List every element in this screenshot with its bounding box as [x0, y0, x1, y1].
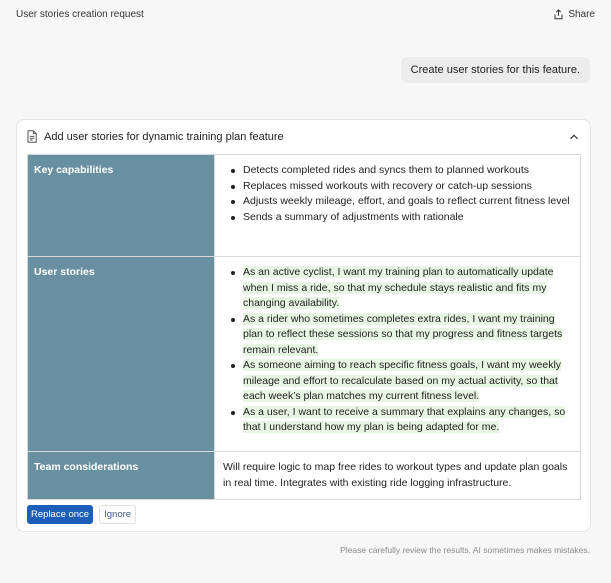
share-icon	[553, 9, 564, 20]
table-row	[28, 155, 581, 257]
list-item: Replaces missed workouts with recovery or catch-up sessions	[223, 179, 572, 195]
row-content	[215, 452, 581, 500]
list-item	[223, 312, 572, 359]
list-item: Sends a summary of adjustments with rationale	[223, 210, 572, 226]
conversation-title: User stories creation request	[16, 8, 144, 20]
row-label: Team considerations	[28, 452, 215, 500]
highlighted-story: As someone aiming to reach specific fitness goals, I want my weekly mileage and effort to recalculate based on my actual activity, so that each week’s plan matches my current fitness level.	[243, 359, 562, 402]
user-message-text: Create user stories for this feature.	[410, 64, 580, 76]
card-title: Add user stories for dynamic training plan feature	[44, 130, 284, 143]
list-item	[223, 358, 572, 405]
suggestion-card	[16, 119, 591, 532]
share-button[interactable]	[553, 9, 595, 20]
row-label: User stories	[28, 257, 215, 452]
top-bar	[0, 0, 611, 28]
list-item	[223, 265, 572, 312]
user-stories-table	[27, 154, 581, 500]
ai-disclaimer: Please carefully review the results. AI sometimes makes mistakes.	[340, 545, 590, 555]
ignore-button[interactable]: Ignore	[99, 505, 136, 524]
user-message-bubble	[401, 57, 590, 83]
highlighted-story: As a rider who sometimes completes extra rides, I want my training plan to reflect these sessions so that my progress and fitness targets remain relevant.	[243, 312, 563, 356]
table-row	[28, 257, 581, 452]
card-header[interactable]	[17, 120, 590, 153]
table-row	[28, 452, 581, 500]
list-item: Adjusts weekly mileage, effort, and goals to reflect current fitness level	[223, 194, 572, 210]
row-content	[215, 155, 581, 257]
share-label: Share	[568, 8, 595, 20]
highlighted-story: As an active cyclist, I want my training plan to automatically update when I miss a ride, so that my schedule stays realistic and fits my changing availability.	[243, 266, 554, 309]
document-icon	[26, 130, 38, 143]
row-content	[215, 257, 581, 452]
replace-once-button[interactable]: Replace once	[27, 505, 93, 524]
team-considerations-text: Will require logic to map free rides to workout types and update plan goals in real time. Integrates with existing ride logging infrastructure.	[223, 461, 568, 489]
list-item: Detects completed rides and syncs them to planned workouts	[223, 163, 572, 179]
highlighted-story: As a user, I want to receive a summary that explains any changes, so that I understand how my plan is being adapted for me.	[243, 405, 566, 433]
row-label: Key capabilities	[28, 155, 215, 257]
action-bar	[27, 505, 136, 524]
chevron-up-icon[interactable]	[568, 130, 580, 142]
list-item	[223, 405, 572, 436]
